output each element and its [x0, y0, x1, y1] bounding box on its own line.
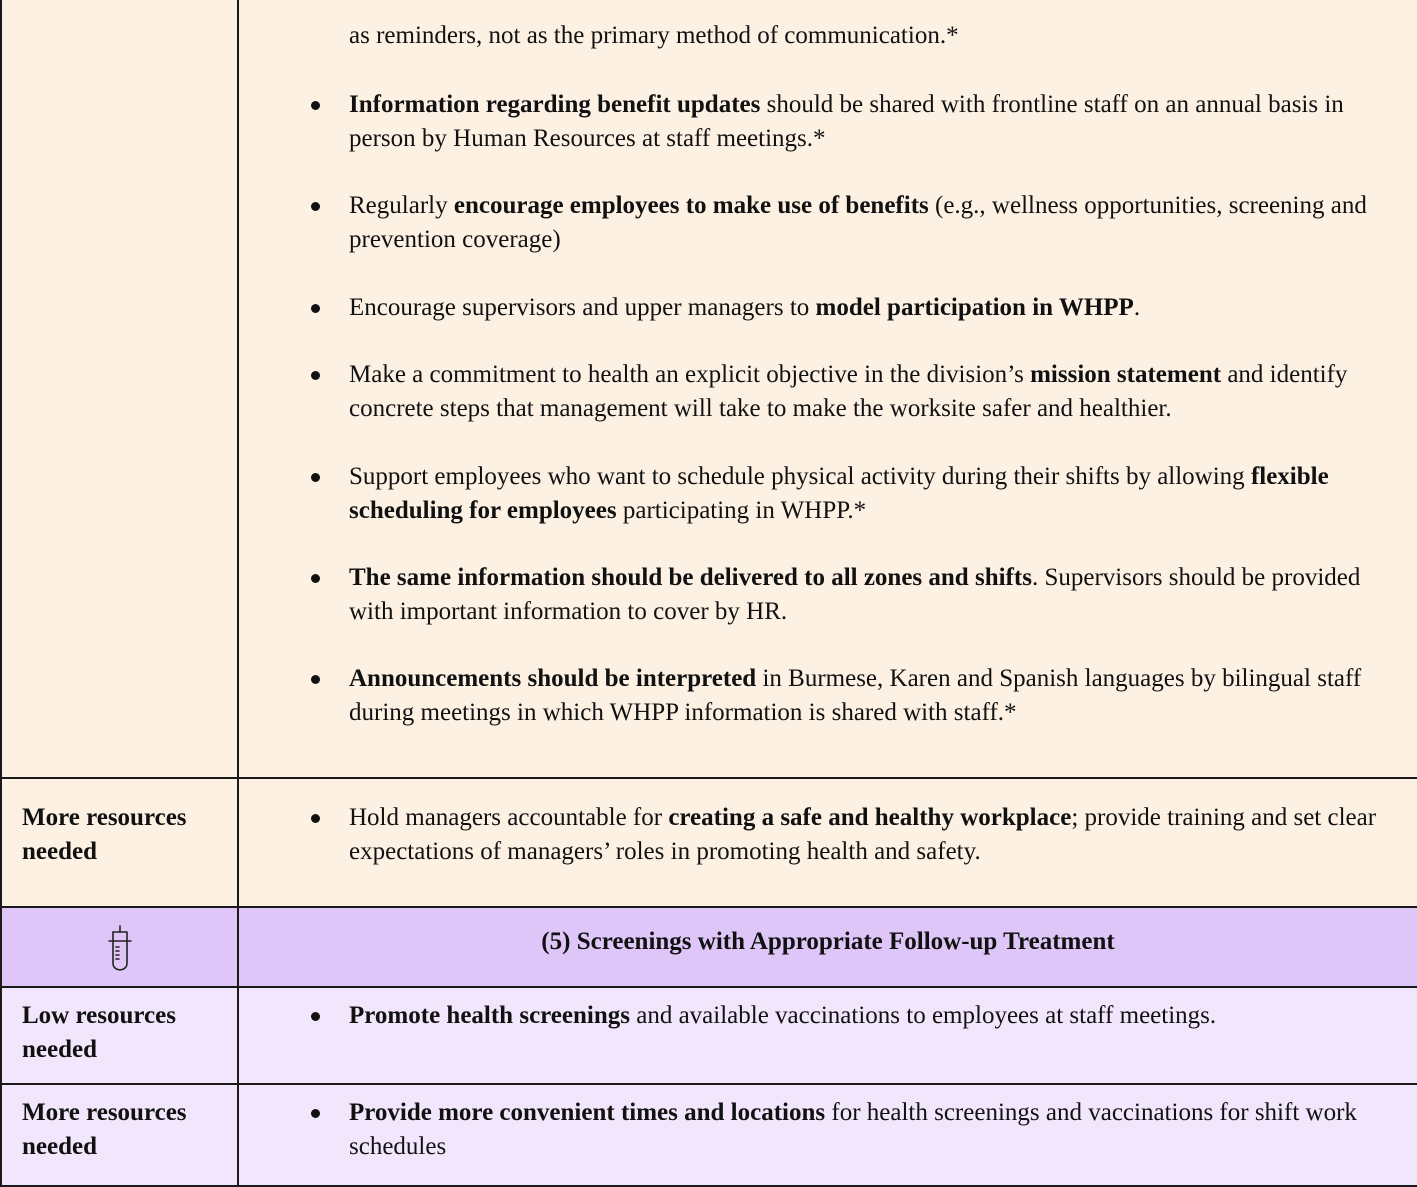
resource-level-cell	[1, 778, 238, 907]
section-title: (5) Screenings with Appropriate Follow-up Treatment	[541, 928, 1115, 955]
recommendation-cell	[238, 778, 1417, 907]
table-row	[1, 987, 1417, 1084]
bullet-icon	[311, 574, 320, 583]
bullet-icon	[311, 675, 320, 684]
bullet-icon	[311, 814, 320, 823]
list-item: Encourage supervisors and upper managers to model participation in WHPP.	[239, 291, 1417, 325]
recommendation-cell	[238, 0, 1417, 778]
bullet-icon	[311, 101, 320, 110]
bullet-icon	[311, 473, 320, 482]
bullet-icon	[311, 1109, 320, 1118]
bullet-icon	[311, 304, 320, 313]
recommendation-cell	[238, 1084, 1417, 1186]
list-item: Regularly encourage employees to make use of benefits (e.g., wellness opportunities, screening and prevention coverage)	[239, 189, 1417, 257]
list-item: Information regarding benefit updates should be shared with frontline staff on an annual basis in person by Human Resources at staff meetings.*	[239, 88, 1417, 156]
resource-level-label: More resources needed	[22, 1099, 187, 1160]
resource-level-cell	[1, 1084, 238, 1186]
bullet-list	[239, 88, 1417, 730]
list-item: Promote health screenings and available vaccinations to employees at staff meetings.	[239, 999, 1417, 1033]
list-item: Make a commitment to health an explicit objective in the division’s mission statement and identify concrete steps that management will take to make the worksite safer and healthier.	[239, 358, 1417, 426]
empty-label-cell	[1, 0, 238, 778]
resource-level-label: More resources needed	[22, 804, 187, 865]
bullet-icon	[311, 371, 320, 380]
list-item: Provide more convenient times and locations for health screenings and vaccinations for shift work schedules	[239, 1096, 1417, 1164]
table-row	[1, 0, 1417, 778]
resource-level-label: Low resources needed	[22, 1002, 176, 1063]
continued-text: as reminders, not as the primary method of communication.*	[349, 22, 959, 49]
bullet-icon	[311, 202, 320, 211]
table-row	[1, 778, 1417, 907]
test-tube-icon	[105, 925, 135, 973]
bullet-list	[239, 801, 1417, 869]
list-item: Announcements should be interpreted in Burmese, Karen and Spanish languages by bilingual staff during meetings in which WHPP information is shared with staff.*	[239, 662, 1417, 730]
bullet-list	[239, 1096, 1417, 1164]
section-icon-cell	[1, 907, 238, 987]
recommendation-cell	[238, 987, 1417, 1084]
section-header-cell	[238, 907, 1417, 987]
list-item: The same information should be delivered to all zones and shifts. Supervisors should be provided with important information to cover by HR.	[239, 561, 1417, 629]
list-item: Hold managers accountable for creating a safe and healthy workplace; provide training and set clear expectations of managers’ roles in promoting health and safety.	[239, 801, 1417, 869]
table-row	[1, 1084, 1417, 1186]
bullet-icon	[311, 1012, 320, 1021]
table-row	[1, 907, 1417, 987]
bullet-list	[239, 999, 1417, 1033]
resource-level-cell	[1, 987, 238, 1084]
list-item: Support employees who want to schedule physical activity during their shifts by allowing flexible scheduling for employees participating in WHPP.*	[239, 460, 1417, 528]
